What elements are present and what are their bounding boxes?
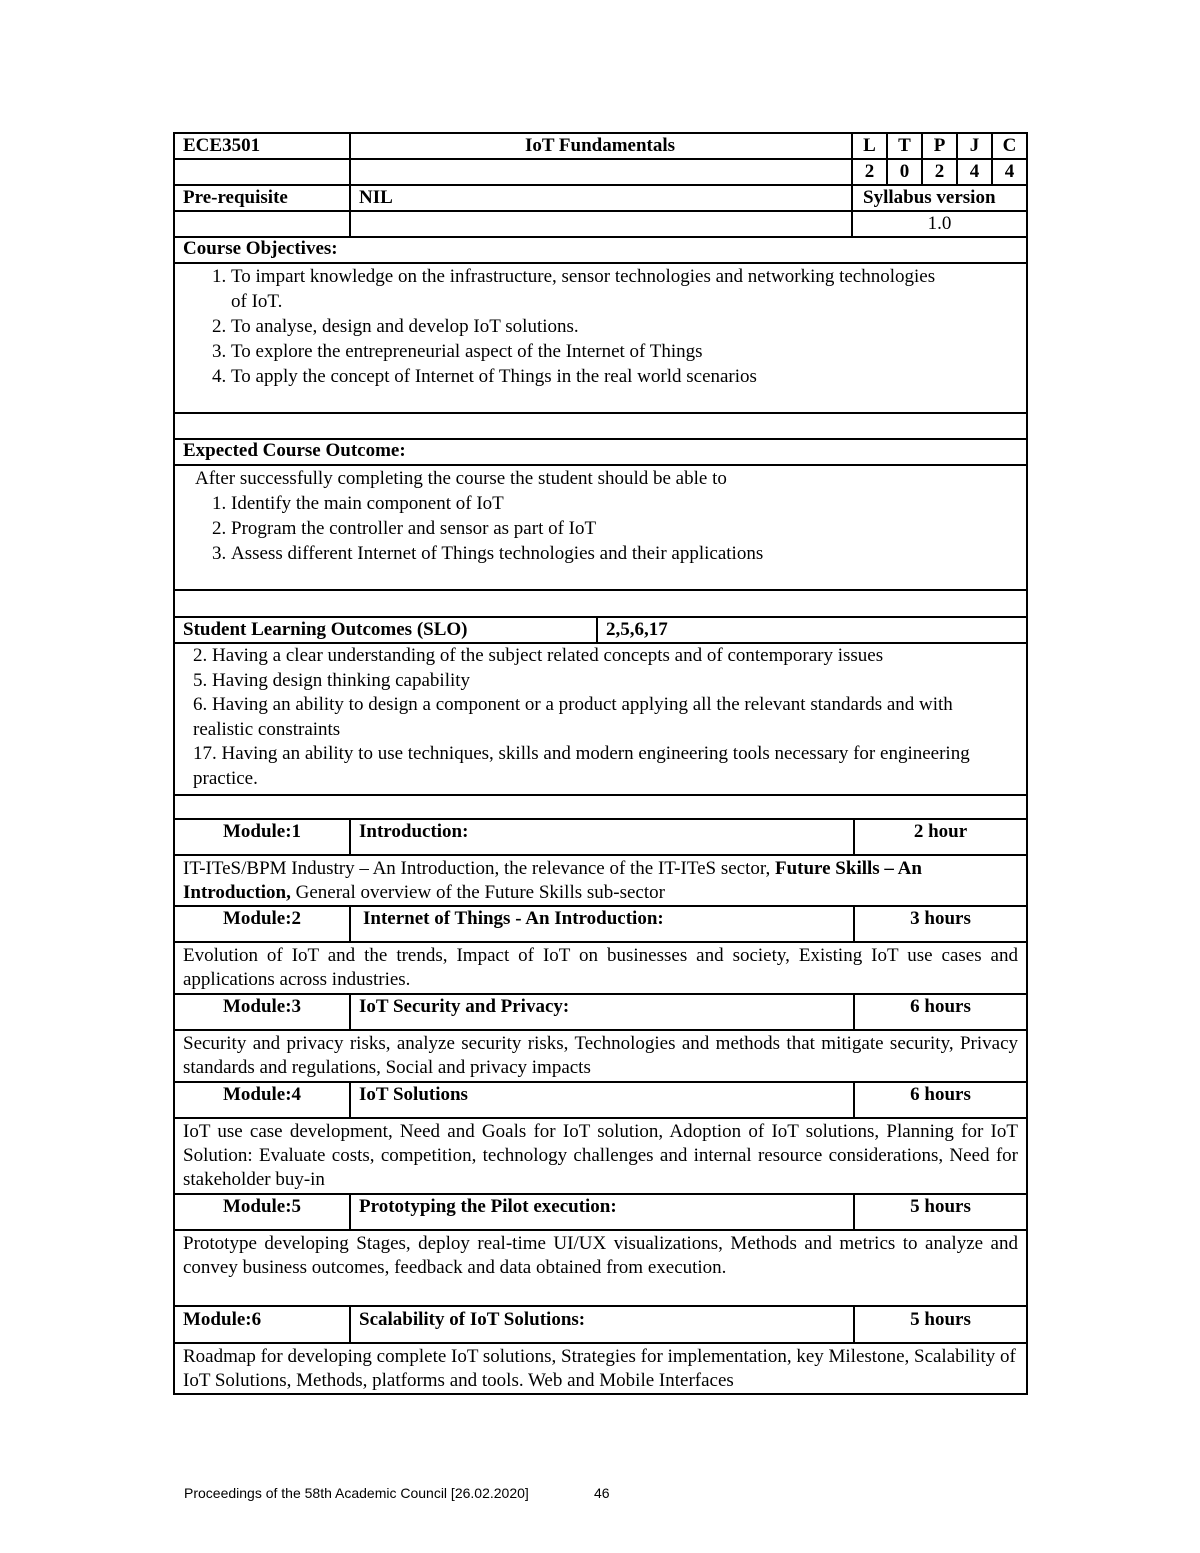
course-code: ECE3501 xyxy=(183,135,261,156)
outcomes-list xyxy=(175,466,1026,588)
ltpjc-value-j: 4 xyxy=(969,161,980,182)
module-label: Module:1 xyxy=(222,821,302,842)
objective-item: 3. To explore the entrepreneurial aspect of the Internet of Things xyxy=(231,339,955,364)
ltpjc-label-l: L xyxy=(863,135,876,156)
slo-line: 5. Having design thinking capability xyxy=(193,669,471,691)
course-title: IoT Fundamentals xyxy=(524,135,676,156)
module-label: Module:2 xyxy=(222,908,302,929)
module-description: Roadmap for developing complete IoT solutions, Strategies for implementation, key Milestone, Scalability of IoT Solutions, Methods, platforms and tools. Web and Mobile Interfaces xyxy=(183,1346,1016,1391)
objectives-title: Course Objectives: xyxy=(183,238,338,259)
module-label: Module:4 xyxy=(222,1084,302,1105)
module-description: Security and privacy risks, analyze security risks, Technologies and methods that mitigate security, Privacy standards and regulations, Social and privacy impacts xyxy=(183,1033,1018,1078)
module-title: IoT Security and Privacy: xyxy=(359,996,570,1017)
ltpjc-value-t: 0 xyxy=(899,161,910,182)
module-hours: 6 hours xyxy=(910,996,971,1017)
outcome-item: 2. Program the controller and sensor as part of IoT xyxy=(231,516,1026,541)
module-title: Prototyping the Pilot execution: xyxy=(359,1196,617,1217)
module-description: Evolution of IoT and the trends, Impact of IoT on businesses and society, Existing IoT use cases and applications across industries. xyxy=(183,945,1018,990)
module-label: Module:6 xyxy=(183,1309,262,1330)
ltpjc-label-t: T xyxy=(898,135,911,156)
prereq-label: Pre-requisite xyxy=(183,187,288,208)
slo-line: 2. Having a clear understanding of the subject related concepts and of contemporary issues xyxy=(193,645,884,666)
ltpjc-value-c: 4 xyxy=(1004,161,1015,182)
module-label: Module:3 xyxy=(222,996,302,1017)
module-hours: 6 hours xyxy=(910,1084,971,1105)
module-hours: 5 hours xyxy=(910,1196,971,1217)
slo-title: Student Learning Outcomes (SLO) xyxy=(183,619,468,640)
module-title: IoT Solutions xyxy=(359,1084,468,1105)
module-description: IT-ITeS/BPM Industry – An Introduction, the relevance of the IT-ITeS sector, Future Skills – An Introduction, General overview of the Future Skills sub-sector xyxy=(183,858,922,903)
outcomes-title: Expected Course Outcome: xyxy=(183,440,406,461)
module-hours: 2 hour xyxy=(913,821,968,842)
module-title: Introduction: xyxy=(359,821,469,842)
outcomes-intro: After successfully completing the course the student should be able to xyxy=(195,468,727,489)
objective-item: 1. To impart knowledge on the infrastructure, sensor technologies and networking technologies of IoT. xyxy=(231,264,955,314)
objective-item: 2. To analyse, design and develop IoT solutions. xyxy=(231,314,955,339)
page-footer xyxy=(184,1485,610,1501)
slo-value: 2,5,6,17 xyxy=(606,619,668,640)
module-description: IoT use case development, Need and Goals for IoT solution, Adoption of IoT solutions, Planning for IoT Solution: Evaluate costs, competition, technology challenges and internal resource considerations, Need for stakeholder buy-in xyxy=(183,1121,1018,1190)
module-title: Scalability of IoT Solutions: xyxy=(359,1309,586,1330)
ltpjc-label-p: P xyxy=(933,135,946,156)
page-number: 46 xyxy=(594,1485,610,1501)
module-title: Internet of Things - An Introduction: xyxy=(363,908,664,929)
module-label: Module:5 xyxy=(222,1196,302,1217)
syllabus-version-label: Syllabus version xyxy=(863,187,996,208)
syllabus-version-value: 1.0 xyxy=(927,213,952,234)
objective-item: 4. To apply the concept of Internet of Things in the real world scenarios xyxy=(231,364,955,389)
slo-line: 6. Having an ability to design a component or a product applying all the relevant standards and with realistic constraints xyxy=(193,694,953,740)
outcome-item: 1. Identify the main component of IoT xyxy=(231,491,1026,516)
module-description: Prototype developing Stages, deploy real-time UI/UX visualizations, Methods and metrics to analyze and convey business outcomes, feedback and data obtained from execution. xyxy=(183,1233,1018,1278)
module-hours: 3 hours xyxy=(910,908,971,929)
ltpjc-label-c: C xyxy=(1002,135,1017,156)
prereq-value: NIL xyxy=(359,187,393,208)
slo-details xyxy=(175,644,1015,794)
objectives-list xyxy=(175,264,955,410)
module-hours: 5 hours xyxy=(910,1309,971,1330)
footer-text: Proceedings of the 58th Academic Council [26.02.2020] xyxy=(184,1485,529,1501)
ltpjc-value-p: 2 xyxy=(934,161,945,182)
ltpjc-value-l: 2 xyxy=(864,161,875,182)
outcome-item: 3. Assess different Internet of Things technologies and their applications xyxy=(231,541,1026,566)
slo-line: 17. Having an ability to use techniques, skills and modern engineering tools necessary for engineering practice. xyxy=(193,743,970,789)
ltpjc-label-j: J xyxy=(969,135,980,156)
